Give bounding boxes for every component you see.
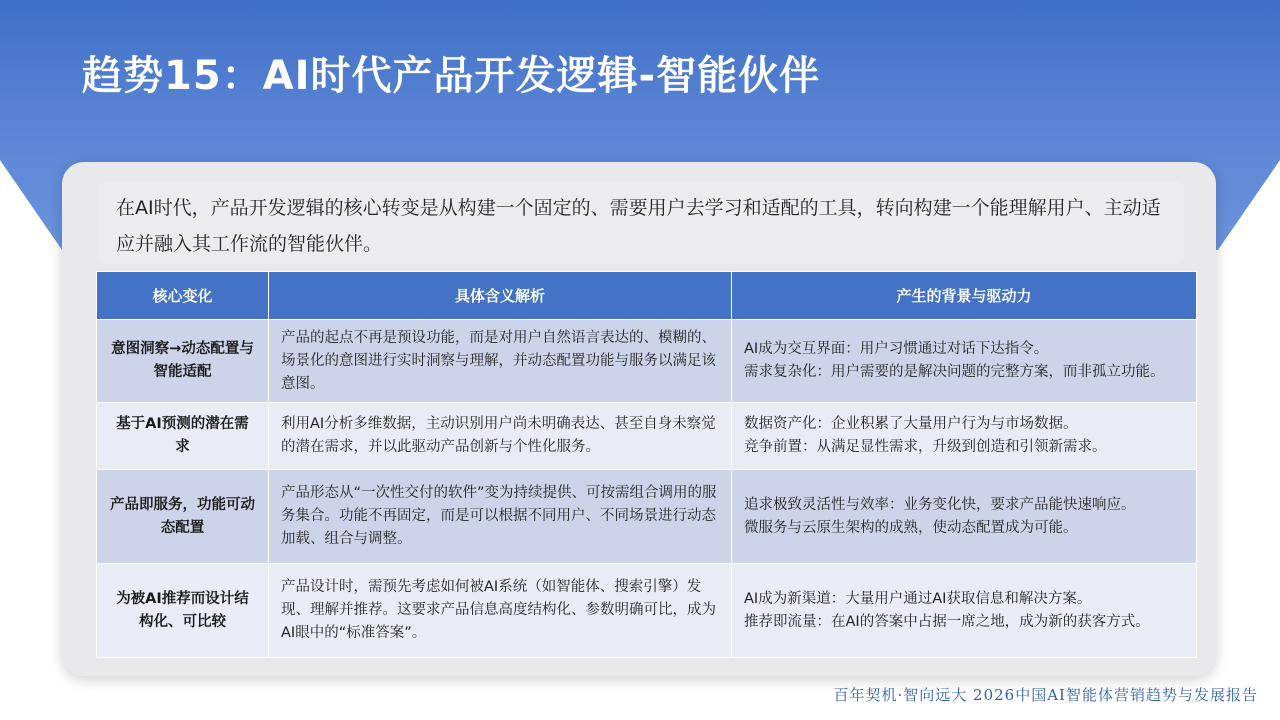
driver-line: 竞争前置：从满足显性需求，升级到创造和引领新需求。	[744, 439, 1107, 455]
meaning-cell: 产品设计时，需预先考虑如何被AI系统（如智能体、搜索引擎）发现、理解并推荐。这要求产品信息高度结构化、参数明确可比，成为AI眼中的“标准答案”。	[269, 564, 732, 658]
table-row	[97, 403, 1197, 470]
change-cell: 产品即服务，功能可动态配置	[97, 470, 269, 564]
column-header-drivers: 产生的背景与驱动力	[732, 272, 1197, 320]
page-title: 趋势15：AI时代产品开发逻辑-智能伙伴	[82, 53, 821, 99]
column-header-change: 核心变化	[97, 272, 269, 320]
drivers-cell	[732, 470, 1197, 564]
change-cell: 意图洞察→动态配置与智能适配	[97, 320, 269, 403]
drivers-cell	[732, 564, 1197, 658]
table-row	[97, 564, 1197, 658]
driver-line: 推荐即流量：在AI的答案中占据一席之地，成为新的获客方式。	[744, 613, 1150, 630]
drivers-cell	[732, 320, 1197, 403]
driver-line: 微服务与云原生架构的成熟，使动态配置成为可能。	[744, 519, 1078, 536]
meaning-cell: 产品形态从“一次性交付的软件”变为持续提供、可按需组合调用的服务集合。功能不再固定，而是可以根据不同用户、不同场景进行动态加载、组合与调整。	[269, 470, 732, 564]
meaning-cell: 利用AI分析多维数据，主动识别用户尚未明确表达、甚至自身未察觉的潜在需求，并以此驱动产品创新与个性化服务。	[269, 403, 732, 470]
drivers-cell	[732, 403, 1197, 470]
meaning-cell: 产品的起点不再是预设功能，而是对用户自然语言表达的、模糊的、场景化的意图进行实时洞察与理解，并动态配置功能与服务以满足该意图。	[269, 320, 732, 403]
intro-text: 在AI时代，产品开发逻辑的核心转变是从构建一个固定的、需要用户去学习和适配的工具，转向构建一个能理解用户、主动适应并融入其工作流的智能伙伴。	[116, 197, 1161, 255]
driver-line: 需求复杂化：用户需要的是解决问题的完整方案，而非孤立功能。	[744, 364, 1165, 380]
table-row	[97, 320, 1197, 403]
driver-line: 数据资产化：企业积累了大量用户行为与市场数据。	[744, 416, 1078, 432]
table-header-row	[97, 272, 1197, 320]
driver-line: 追求极致灵活性与效率：业务变化快，要求产品能快速响应。	[744, 496, 1136, 513]
change-cell: 为被AI推荐而设计结构化、可比较	[97, 564, 269, 658]
trend-table	[96, 271, 1197, 658]
column-header-meaning: 具体含义解析	[269, 272, 732, 320]
driver-line: AI成为交互界面：用户习惯通过对话下达指令。	[744, 341, 1049, 357]
footer-report-title: 百年契机·智向远大 2026中国AI智能体营销趋势与发展报告	[833, 686, 1258, 704]
driver-line: AI成为新渠道：大量用户通过AI获取信息和解决方案。	[744, 590, 1092, 607]
change-cell: 基于AI预测的潜在需求	[97, 403, 269, 470]
table-row	[97, 470, 1197, 564]
